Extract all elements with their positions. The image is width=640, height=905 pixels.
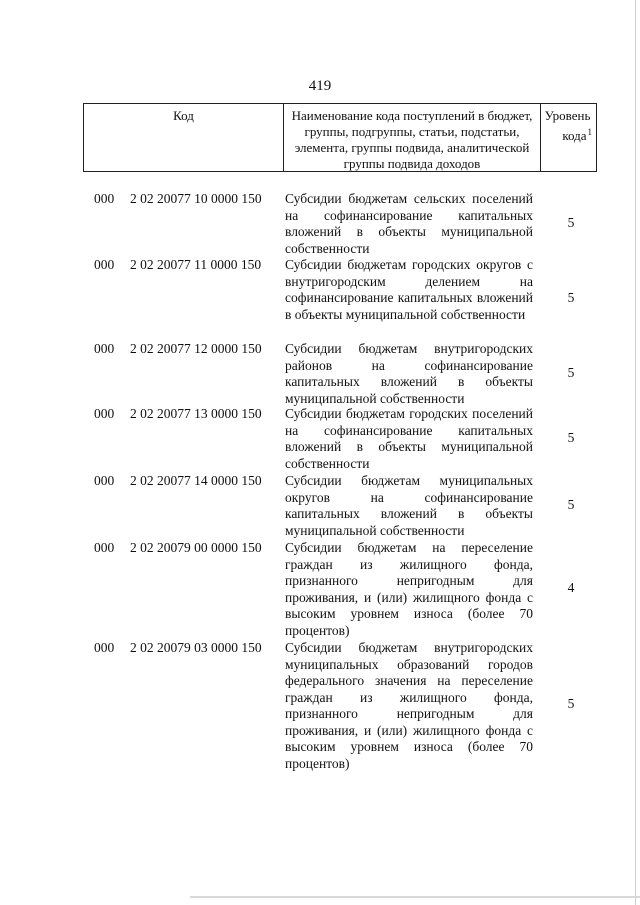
row-admin-code: 000: [94, 473, 115, 488]
row-level: 5: [567, 290, 575, 305]
row-budget-code: 2 02 20077 14 0000 150: [130, 473, 262, 488]
row-budget-code: 2 02 20077 13 0000 150: [130, 406, 262, 421]
row-level: 5: [567, 497, 575, 512]
row-budget-code: 2 02 20079 03 0000 150: [130, 640, 262, 655]
row-budget-code: 2 02 20077 11 0000 150: [130, 257, 262, 272]
header-level-line1: Уровень: [544, 108, 591, 123]
row-level: 4: [567, 580, 575, 595]
row-budget-code: 2 02 20077 10 0000 150: [130, 191, 262, 206]
row-level: 5: [567, 215, 575, 230]
row-budget-code: 2 02 20079 00 0000 150: [130, 540, 262, 555]
header-code: Код: [173, 108, 194, 123]
header-level-line2: [543, 124, 592, 144]
scan-edge-right: [635, 0, 636, 905]
scan-edge-bottom: [190, 896, 640, 898]
row-level: 5: [567, 696, 575, 711]
table-header: [83, 103, 597, 172]
row-description: Субсидии бюджетам городских округов с внутригородским делением на софинансирование капитальных вложений в объекты муниципальной собственности: [285, 257, 533, 322]
header-level-footnote: 1: [587, 127, 592, 137]
row-admin-code: 000: [94, 257, 115, 272]
row-description: Субсидии бюджетам внутригородских муниципальных образований городов федерального значения на переселение граждан из жилищного фонда, признанного непригодным для проживания, и (или) жилищного фонда с высоким уровнем износа (более 70 процентов): [285, 640, 533, 771]
row-admin-code: 000: [94, 191, 115, 206]
row-admin-code: 000: [94, 406, 115, 421]
row-admin-code: 000: [94, 640, 115, 655]
row-level: 5: [567, 430, 575, 445]
header-name: Наименование кода поступлений в бюджет, группы, подгруппы, статьи, подстатьи, элемента, группы подвида, аналитической группы подвида доходов: [283, 104, 540, 171]
page-number: 419: [308, 78, 332, 94]
row-description: Субсидии бюджетам внутригородских районов на софинансирование капитальных вложений в объекты муниципальной собственности: [285, 341, 533, 406]
header-level: [540, 104, 596, 171]
row-budget-code: 2 02 20077 12 0000 150: [130, 341, 262, 356]
row-level: 5: [567, 365, 575, 380]
row-admin-code: 000: [94, 540, 115, 555]
row-admin-code: 000: [94, 341, 115, 356]
header-level-code-word: кода: [562, 128, 587, 143]
row-description: Субсидии бюджетам городских поселений на софинансирование капитальных вложений в объекты муниципальной собственности: [285, 406, 533, 471]
row-description: Субсидии бюджетам на переселение граждан из жилищного фонда, признанного непригодным для проживания, и (или) жилищного фонда с высоким уровнем износа (более 70 процентов): [285, 540, 533, 638]
row-description: Субсидии бюджетам сельских поселений на софинансирование капитальных вложений в объекты муниципальной собственности: [285, 191, 533, 256]
row-description: Субсидии бюджетам муниципальных округов на софинансирование капитальных вложений в объекты муниципальной собственности: [285, 473, 533, 538]
